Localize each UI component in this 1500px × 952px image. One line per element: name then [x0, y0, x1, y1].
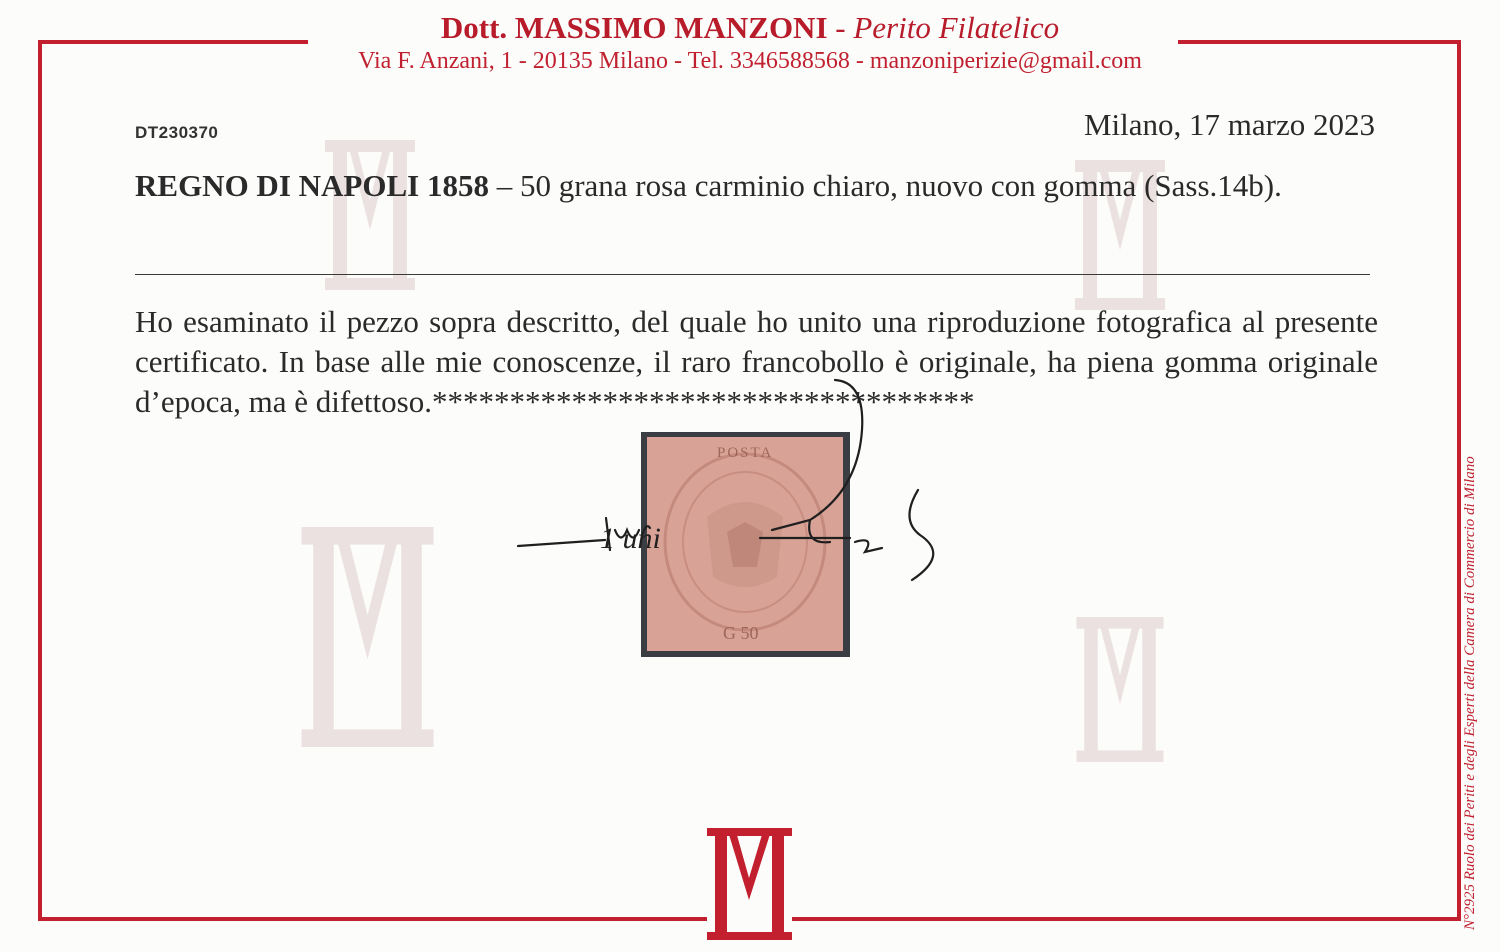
stamp-subject: REGNO DI NAPOLI 1858	[135, 168, 489, 203]
stamp-details: – 50 grana rosa carminio chiaro, nuovo con gomma (Sass.14b).	[488, 168, 1282, 203]
signature-marks	[510, 370, 970, 600]
watermark-logo	[1075, 617, 1165, 762]
certificate-number: DT230370	[135, 123, 219, 142]
brand-logo	[707, 828, 792, 940]
expert-header	[0, 8, 1500, 48]
expert-address: Via F. Anzani, 1 - 20135 Milano - Tel. 3346588568 - manzoniperizie@gmail.com	[358, 48, 1142, 74]
frame-right	[1457, 40, 1461, 921]
expert-registry-note: N°2925 Ruolo dei Periti e degli Esperti della Camera di Commercio di Milano	[1462, 456, 1478, 930]
frame-bottom-left	[38, 917, 707, 921]
expert-title: Perito Filatelico	[853, 10, 1060, 45]
header-separator: -	[827, 10, 854, 45]
signature-text: 1 uni	[600, 522, 661, 555]
watermark-logo	[325, 140, 415, 290]
expert-name: Dott. MASSIMO MANZONI	[440, 10, 828, 45]
divider	[135, 274, 1370, 275]
frame-left	[38, 40, 42, 921]
watermark-logo	[300, 527, 435, 747]
frame-bottom-right	[792, 917, 1461, 921]
certificate-date: Milano, 17 marzo 2023	[1083, 107, 1375, 142]
stamp-description	[135, 166, 1378, 206]
stamp-top-legend: POSTA	[717, 445, 774, 461]
certificate-body: Ho esaminato il pezzo sopra descritto, del quale ho unito una riproduzione fotografica al presente certificato. In base alle mie conoscenze, il raro francobollo è originale, ha piena gomma originale d’epoca, ma è difettoso.***********************************	[135, 304, 1378, 419]
stamp-value: G 50	[723, 623, 759, 643]
